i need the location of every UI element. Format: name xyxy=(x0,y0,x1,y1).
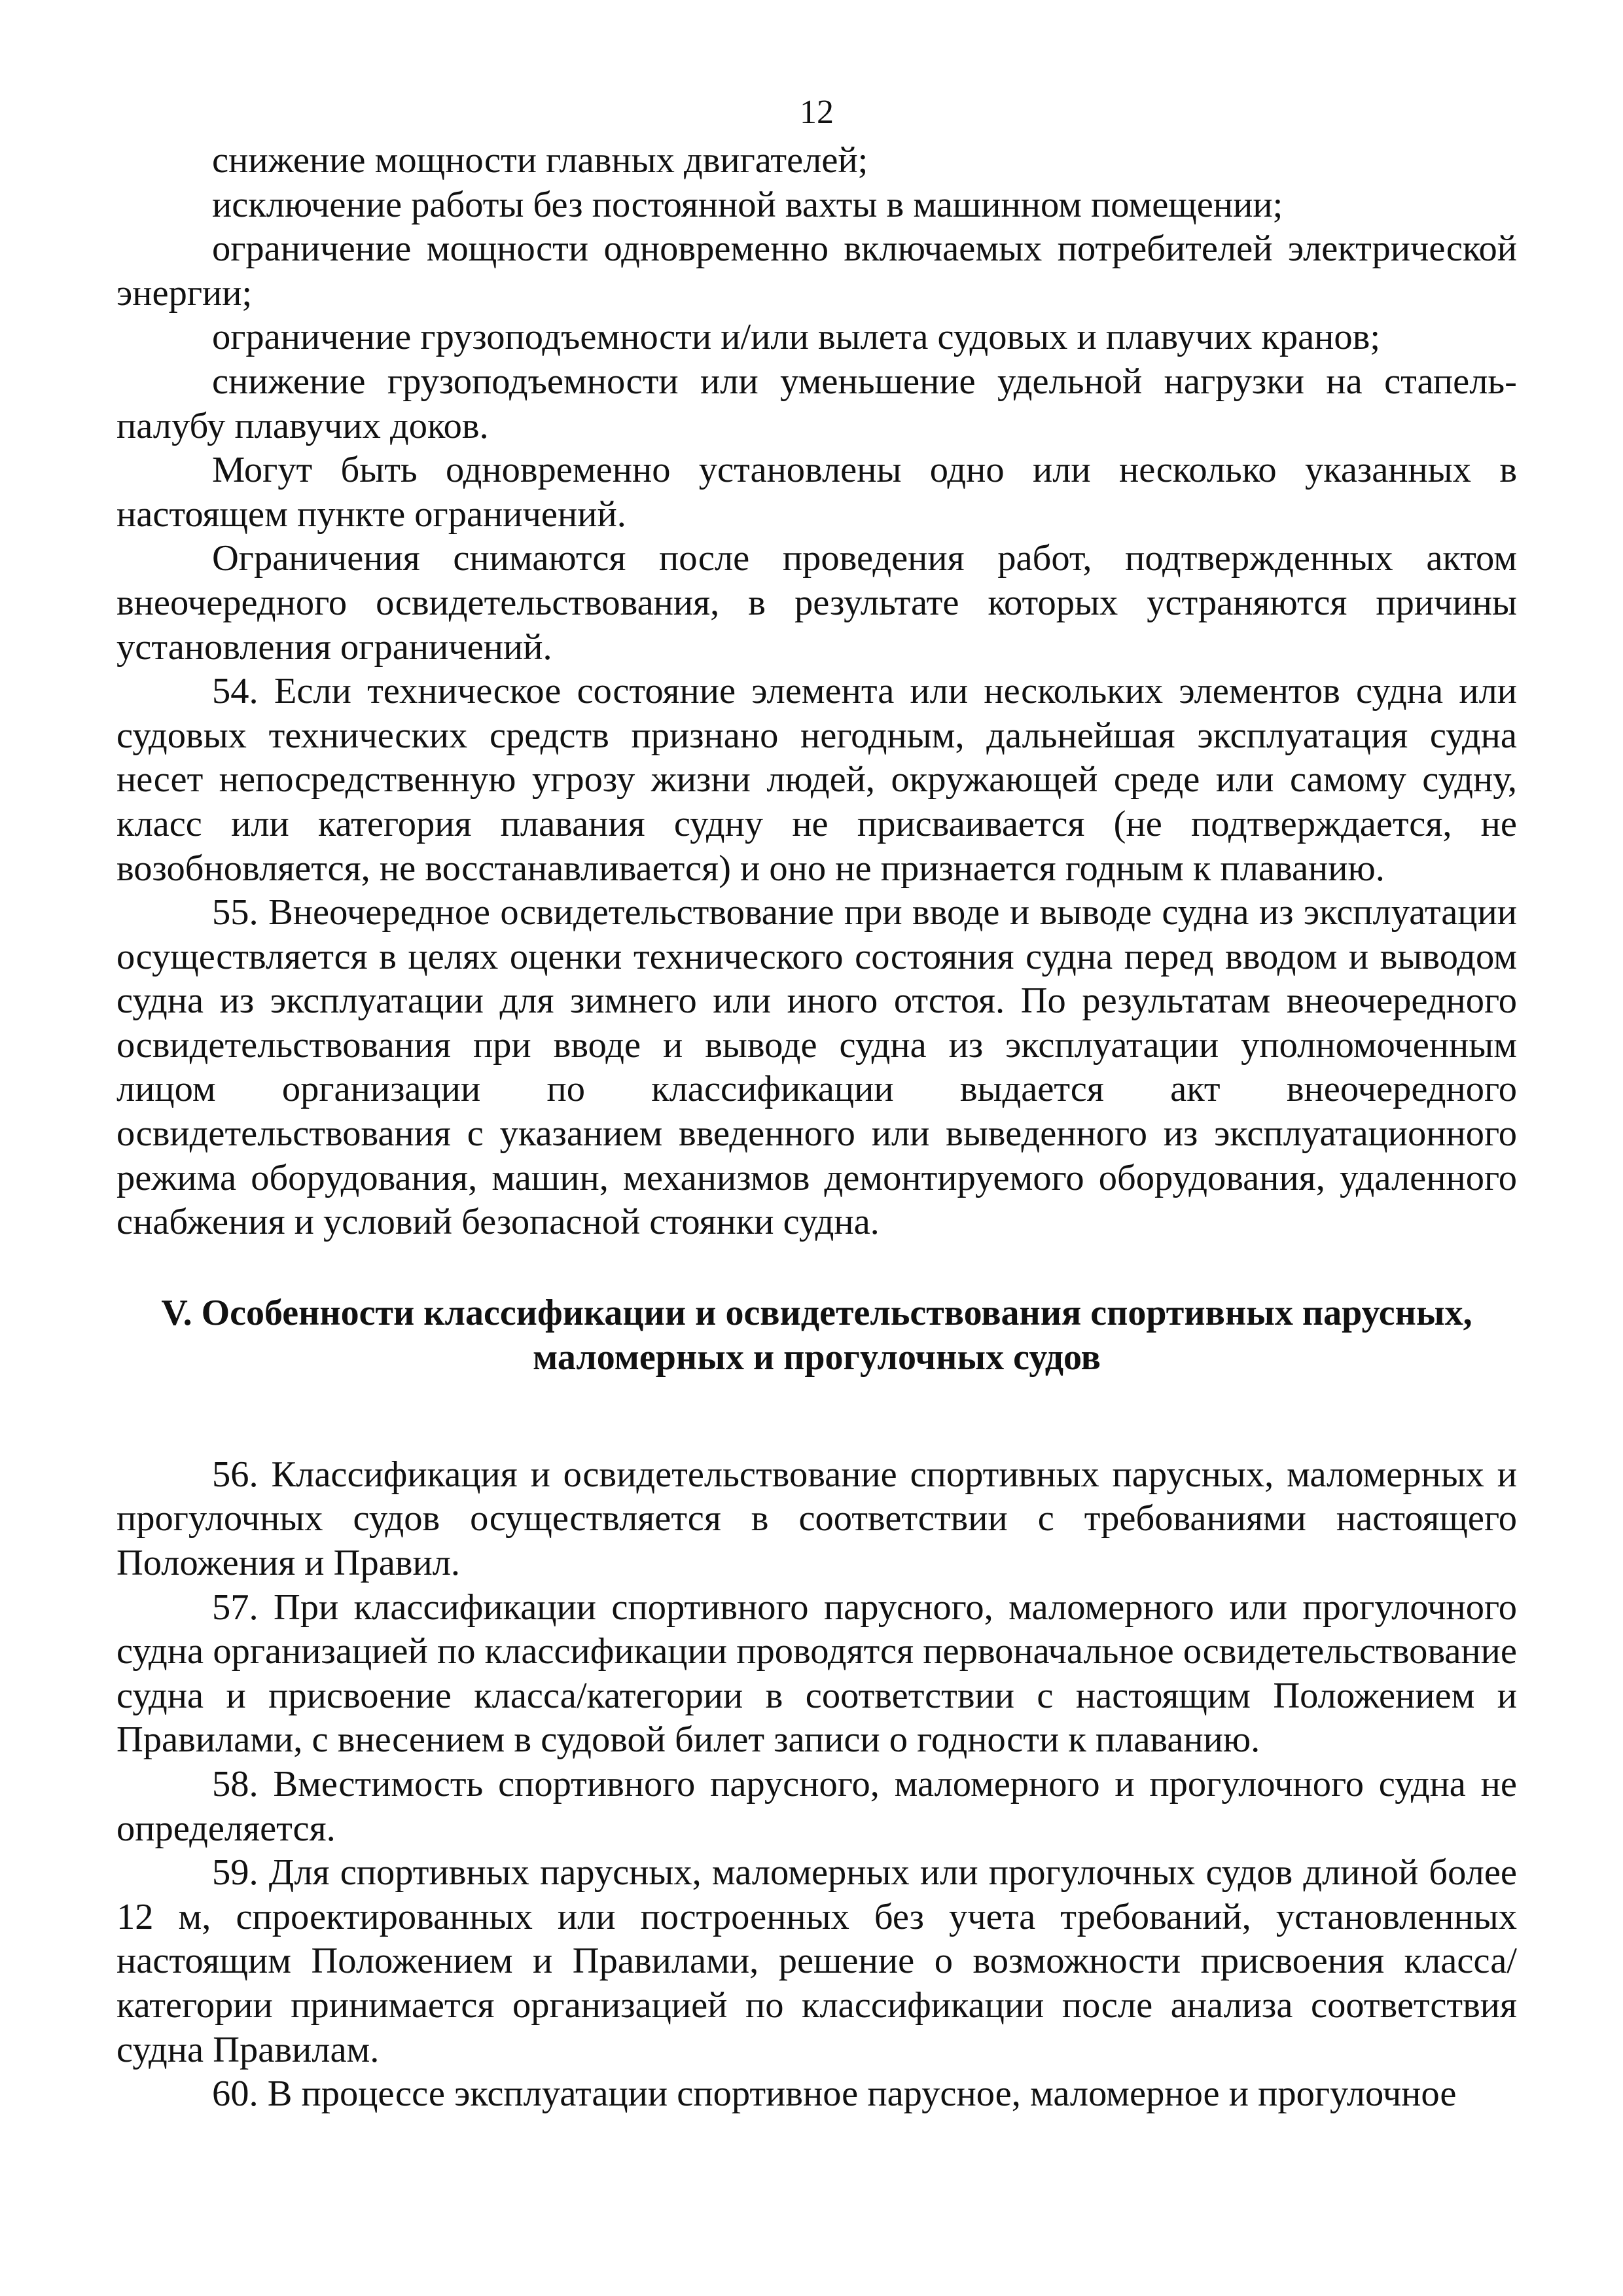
paragraph-59: 59. Для спортивных парусных, маломерных или прогулочных судов длиной более 12 м, спроектированных или построенных без учета требований, установленных настоящим Положением и Правилами, решение о возможности присвоения класса/категории принимается организацией по классификации после анализа соответствия судна Правилам. xyxy=(116,1852,1517,2070)
section-heading-line-1: V. Особенности классификации и освидетельствования спортивных парусных, xyxy=(161,1292,1472,1333)
paragraph-56: 56. Классификация и освидетельствование спортивных парусных, маломерных и прогулочных судов осуществляется в соответствии с требованиями настоящего Положения и Правил. xyxy=(116,1454,1517,1584)
paragraph: ограничение грузоподъемности и/или вылета судовых и плавучих кранов; xyxy=(212,317,1381,358)
paragraph-60: 60. В процессе эксплуатации спортивное парусное, маломерное и прогулочное xyxy=(212,2073,1457,2115)
page-number: 12 xyxy=(800,94,834,131)
paragraph-55: 55. Внеочередное освидетельствование при вводе и выводе судна из эксплуатации осуществляется в целях оценки технического состояния судна перед вводом и выводом судна из эксплуатации для зимнего или иного отстоя. По результатам внеочередного освидетельствования при вводе и выводе судна из эксплуатации уполномоченным лицом организации по классификации выдается акт внеочередного освидетельствования с указанием введенного или выведенного из эксплуатационного режима оборудования, машин, механизмов демонтируемого оборудования, удаленного снабжения и условий безопасной стоянки судна. xyxy=(116,892,1517,1243)
paragraph: Ограничения снимаются после проведения работ, подтвержденных актом внеочередного освидетельствования, в результате которых устраняются причины установления ограничений. xyxy=(116,538,1517,668)
document-page xyxy=(116,92,1517,2117)
section-heading-line-2: маломерных и прогулочных судов xyxy=(533,1336,1101,1378)
paragraph: Могут быть одновременно установлены одно или несколько указанных в настоящем пункте ограничений. xyxy=(116,450,1517,535)
paragraph-57: 57. При классификации спортивного парусного, маломерного или прогулочного судна организацией по классификации проводятся первоначальное освидетельствование судна и присвоение класса/категории в соответствии с настоящим Положением и Правилами, с внесением в судовой билет записи о годности к плаванию. xyxy=(116,1587,1517,1761)
paragraph-54: 54. Если техническое состояние элемента или нескольких элементов судна или судовых технических средств признано негодным, дальнейшая эксплуатация судна несет непосредственную угрозу жизни людей, окружающей среде или самому судну, класс или категория плавания судну не присваивается (не подтверждается, не возобновляется, не восстанавливается) и оно не признается годным к плаванию. xyxy=(116,671,1517,889)
paragraph: исключение работы без постоянной вахты в машинном помещении; xyxy=(212,184,1283,225)
paragraph: снижение мощности главных двигателей; xyxy=(212,140,868,181)
section-heading xyxy=(116,1291,1517,1380)
paragraph: снижение грузоподъемности или уменьшение удельной нагрузки на стапель-палубу плавучих доков. xyxy=(116,361,1517,446)
paragraph-58: 58. Вместимость спортивного парусного, маломерного и прогулочного судна не определяется. xyxy=(116,1764,1517,1849)
paragraph: ограничение мощности одновременно включаемых потребителей электрической энергии; xyxy=(116,228,1517,314)
